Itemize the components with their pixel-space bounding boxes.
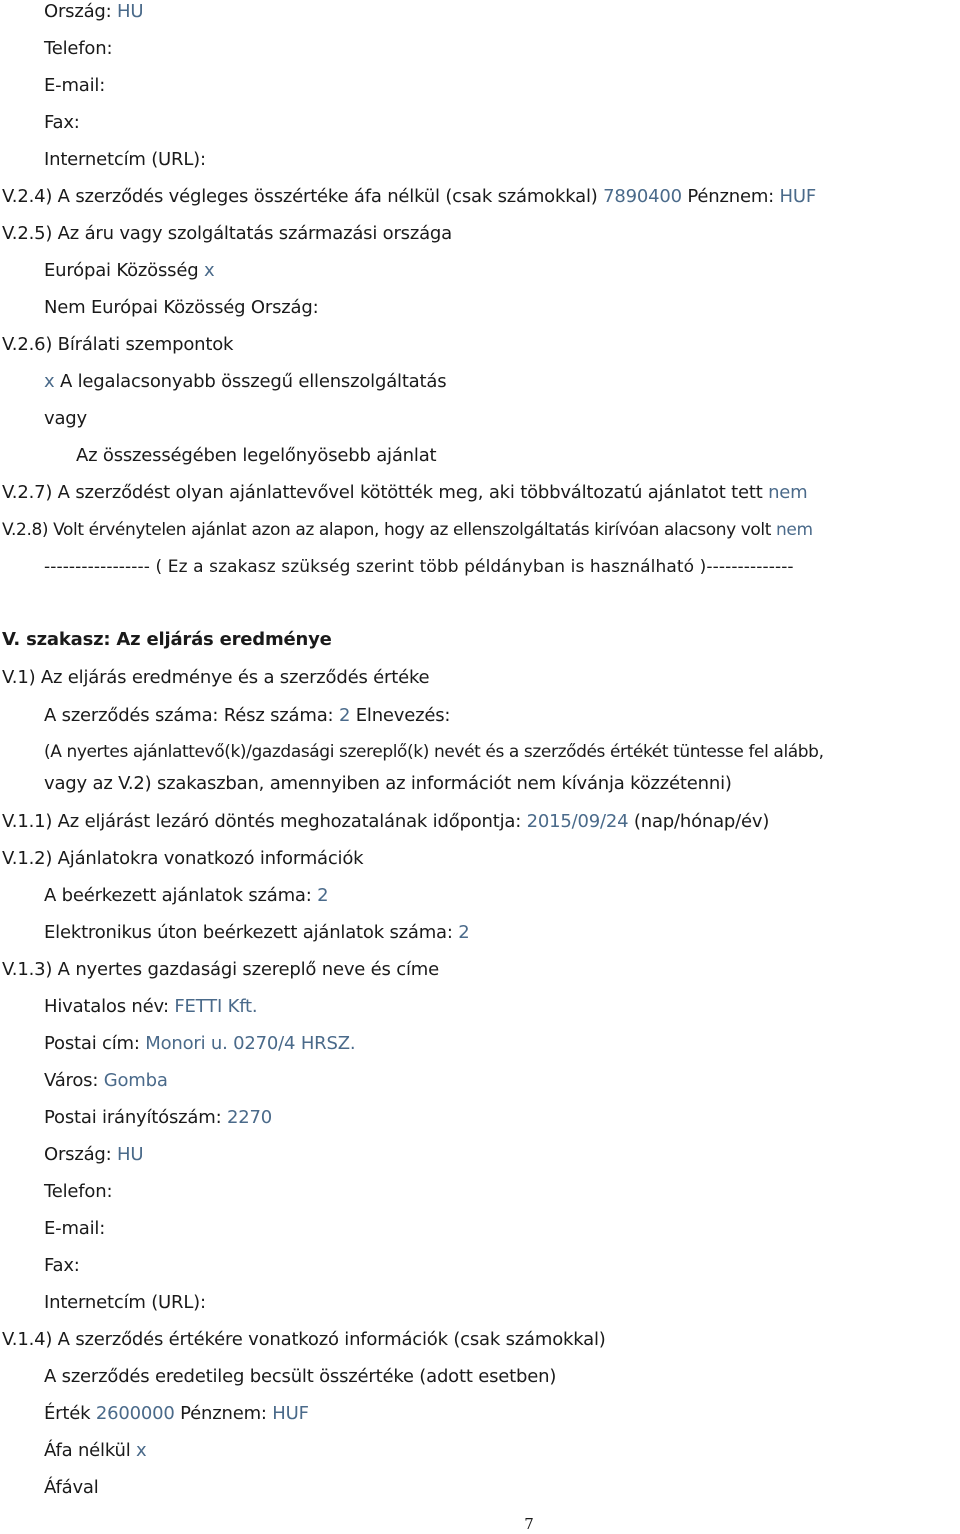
with-vat-line: Áfával <box>44 1477 99 1498</box>
page-number: 7 <box>524 1515 534 1533</box>
v28-line: V.2.8) Volt érvénytelen ajánlat azon az alapon, hogy az ellenszolgáltatás kirívóan alacsony volt nem <box>2 520 813 540</box>
section-v-heading: V. szakasz: Az eljárás eredménye <box>2 629 332 650</box>
best-offer-line: Az összességében legelőnyösebb ajánlat <box>76 445 437 466</box>
orszag-line: Ország: HU <box>44 1 144 22</box>
v12-line: V.1.2) Ajánlatokra vonatkozó információk <box>2 848 364 869</box>
orszag-line-2: Ország: HU <box>44 1144 144 1165</box>
received-offers-line: A beérkezett ajánlatok száma: 2 <box>44 885 329 906</box>
note-line-2: vagy az V.2) szakaszban, amennyiben az információt nem kívánja közzétenni) <box>44 773 732 794</box>
value-line: Érték 2600000 Pénznem: HUF <box>44 1403 309 1424</box>
electronic-offers-line: Elektronikus úton beérkezett ajánlatok száma: 2 <box>44 922 470 943</box>
fax-line: Fax: <box>44 112 80 133</box>
v14-line: V.1.4) A szerződés értékére vonatkozó információk (csak számokkal) <box>2 1329 606 1350</box>
lowest-price-line: x A legalacsonyabb összegű ellenszolgáltatás <box>44 371 447 392</box>
email-line: E-mail: <box>44 75 106 96</box>
v24-line: V.2.4) A szerződés végleges összértéke áfa nélkül (csak számokkal) 7890400 Pénznem: HUF <box>2 186 817 207</box>
email-line-2: E-mail: <box>44 1218 106 1239</box>
separator-line: ----------------- ( Ez a szakasz szükség szerint több példányban is használható )-------------- <box>44 557 794 577</box>
vagy-line: vagy <box>44 408 87 429</box>
telefon-line: Telefon: <box>44 38 113 59</box>
postal-address-line: Postai cím: Monori u. 0270/4 HRSZ. <box>44 1033 356 1054</box>
v11-line: V.1.1) Az eljárást lezáró döntés meghozatalának időpontja: 2015/09/24 (nap/hónap/év) <box>2 811 770 832</box>
non-eu-line: Nem Európai Közösség Ország: <box>44 297 319 318</box>
without-vat-line: Áfa nélkül x <box>44 1440 147 1461</box>
telefon-line-2: Telefon: <box>44 1181 113 1202</box>
note-line-1: (A nyertes ajánlattevő(k)/gazdasági szereplő(k) nevét és a szerződés értékét tüntesse fel alább, <box>44 742 824 762</box>
v1-line: V.1) Az eljárás eredménye és a szerződés értéke <box>2 667 430 688</box>
fax-line-2: Fax: <box>44 1255 80 1276</box>
contract-number-line: A szerződés száma: Rész száma: 2 Elnevezés: <box>44 705 451 726</box>
zip-line: Postai irányítószám: 2270 <box>44 1107 272 1128</box>
internet-line: Internetcím (URL): <box>44 149 206 170</box>
v25-line: V.2.5) Az áru vagy szolgáltatás származási országa <box>2 223 452 244</box>
estimated-value-line: A szerződés eredetileg becsült összértéke (adott esetben) <box>44 1366 557 1387</box>
official-name-line: Hivatalos név: FETTI Kft. <box>44 996 258 1017</box>
internet-line-2: Internetcím (URL): <box>44 1292 206 1313</box>
city-line: Város: Gomba <box>44 1070 168 1091</box>
v13-line: V.1.3) A nyertes gazdasági szereplő neve és címe <box>2 959 439 980</box>
v27-line: V.2.7) A szerződést olyan ajánlattevővel kötötték meg, aki többváltozatú ajánlatot tett nem <box>2 482 808 503</box>
v26-line: V.2.6) Bírálati szempontok <box>2 334 234 355</box>
eu-line: Európai Közösség x <box>44 260 215 281</box>
